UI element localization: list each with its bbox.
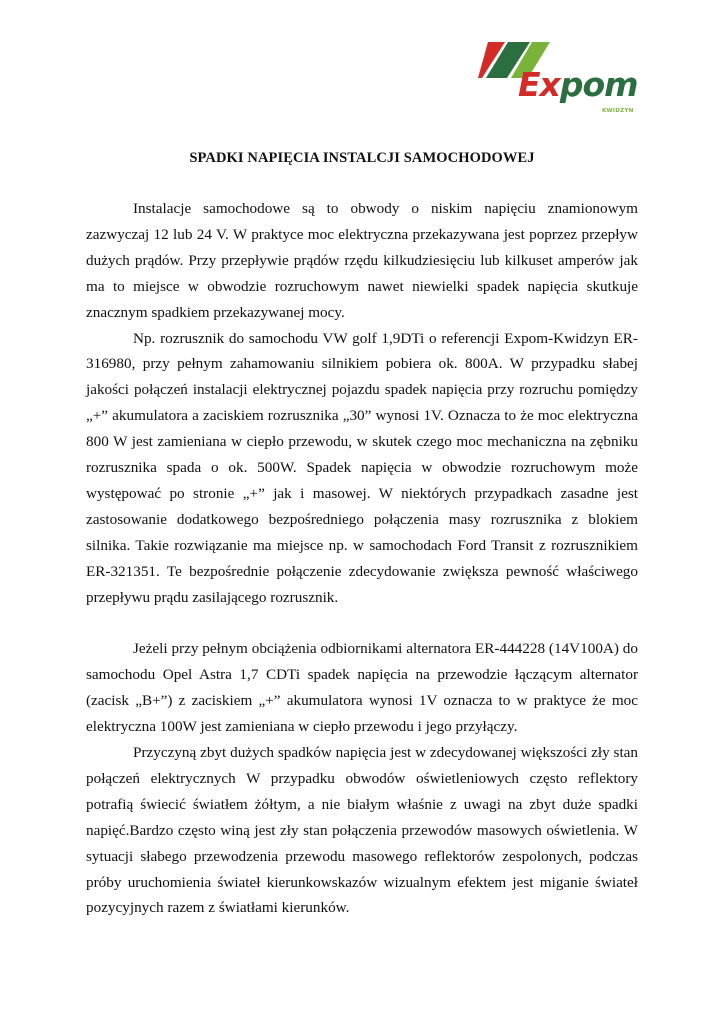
logo-subtitle: KWIDZYN — [602, 108, 634, 114]
logo-word-ex: Ex — [518, 65, 560, 104]
document-title: SPADKI NAPIĘCIA INSTALCJI SAMOCHODOWEJ — [189, 150, 535, 166]
paragraph: Jeżeli przy pełnym obciążenia odbiornikami alternatora ER-444228 (14V100A) do samochodu Opel Astra 1,7 CDTi spadek napięcia na przewodzie łączącym alternator (zacisk „B+”) z zaciskiem „+” akumulatora wynosi 1V oznacza to w praktyce że moc elektryczna 100W jest zamieniana w ciepło przewodu i jego przyłączy. — [86, 640, 638, 736]
document-body — [86, 196, 638, 921]
paragraph: Np. rozrusznik do samochodu VW golf 1,9DTi o referencji Expom-Kwidzyn ER-316980, przy pełnym zahamowaniu silnikiem pobiera ok. 800A. W przypadku słabej jakości połączeń instalacji elektrycznej pojazdu spadek napięcia przy rozruchu pomiędzy „+” akumulatora a zaciskiem rozrusznika „30” wynosi 1V. Oznacza to że moc elektryczna 800 W jest zamieniana w ciepło przewodu, w skutek czego moc mechaniczna na zębniku rozrusznika spada o ok. 500W. Spadek napięcia w obwodzie rozruchowym może występować po stronie „+” jak i masowej. W niektórych przypadkach zasadne jest zastosowanie dodatkowego bezpośredniego połączenia masy rozrusznika z blokiem silnika. Takie rozwiązanie ma miejsce np. w samochodach Ford Transit z rozrusznikiem ER-321351. Te bezpośrednie połączenie zdecydowanie zwiększa pewność właściwego przepływu prądu zasilającego rozrusznik. — [86, 329, 638, 606]
paragraph: Instalacje samochodowe są to obwody o niskim napięciu znamionowym zazwyczaj 12 lub 24 V. W praktyce moc elektryczna przekazywana jest poprzez przepływ dużych prądów. Przy przepływie prądów rzędu kilkudziesięciu lub kilkuset amperów jak ma to miejsce w obwodzie rozruchowym nawet niewielki spadek napięcia skutkuje znacznym spadkiem przekazywanej mocy. — [86, 200, 638, 321]
paragraph: Przyczyną zbyt dużych spadków napięcia jest w zdecydowanej większości zły stan połączeń elektrycznych W przypadku obwodów oświetleniowych często reflektory potrafią świecić światłem żółtym, a nie białym właśnie z uwagi na zbyt duże spadki napięć.Bardzo często winą jest zły stan połączenia przewodów masowych oświetlenia. W sytuacji słabego przewodzenia przewodu masowego reflektorów zespolonych, podczas próby uruchomienia świateł kierunkowskazów wizualnym efektem jest miganie świateł pozycyjnych razem z światłami kierunków. — [86, 744, 638, 917]
logo-word-pom: pom — [559, 65, 638, 104]
logo-wordmark — [518, 65, 638, 104]
expom-logo — [478, 38, 648, 118]
